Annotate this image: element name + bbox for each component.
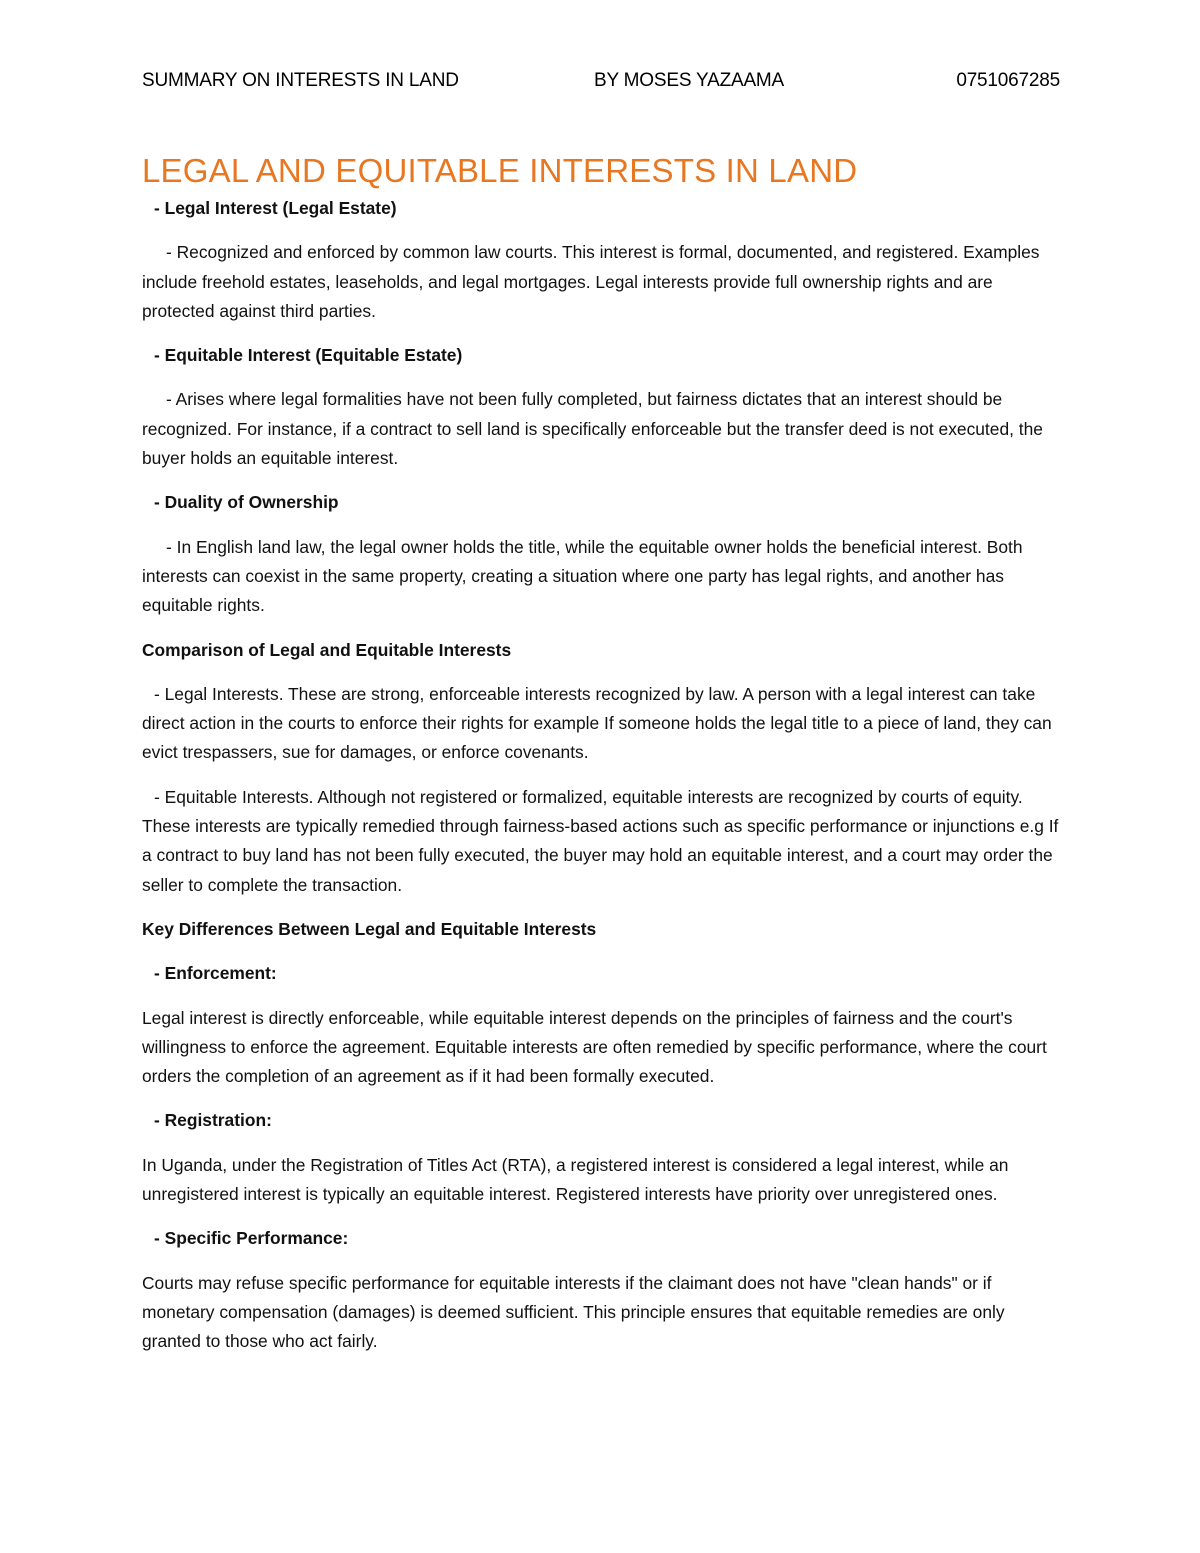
duality-paragraph: - In English land law, the legal owner holds the title, while the equitable owner holds the beneficial interest. Both interests can coexist in the same property, creating a situation where one party has legal rights, and another has equitable rights.	[142, 536, 1023, 616]
legal-interest-paragraph: - Recognized and enforced by common law courts. This interest is formal, documented, and registered. Examples include freehold estates, leaseholds, and legal mortgages. Legal interests provide full ownership rights and are protected against third parties.	[142, 242, 1040, 321]
specific-performance-heading: - Specific Performance:	[154, 1228, 349, 1249]
comparison-heading: Comparison of Legal and Equitable Interests	[142, 639, 512, 660]
header-title: SUMMARY ON INTERESTS IN LAND	[142, 70, 459, 91]
page-header	[142, 70, 1060, 98]
comparison-legal-paragraph: - Legal Interests. These are strong, enforceable interests recognized by law. A person with a legal interest can take direct action in the courts to enforce their rights for example If someone holds the legal title to a piece of land, they can evict trespassers, sue for damages, or enforce covenants.	[142, 683, 1052, 763]
header-author: BY MOSES YAZAAMA	[594, 70, 785, 91]
header-phone: 0751067285	[956, 70, 1060, 91]
comparison-equitable-paragraph: - Equitable Interests. Although not registered or formalized, equitable interests are recognized by courts of equity. These interests are typically remedied through fairness-based actions such as specific performance or injunctions e.g If a contract to buy land has not been fully executed, the buyer may hold an equitable interest, and a court may order the seller to complete the transaction.	[142, 786, 1059, 895]
enforcement-paragraph: Legal interest is directly enforceable, while equitable interest depends on the principles of fairness and the court's willingness to enforce the agreement. Equitable interests are often remedied by specific performance, where the court orders the completion of an agreement as if it had been formally executed.	[142, 1007, 1047, 1087]
equitable-interest-paragraph: - Arises where legal formalities have not been fully completed, but fairness dictates that an interest should be recognized. For instance, if a contract to sell land is specifically enforceable but the transfer deed is not executed, the buyer holds an equitable interest.	[142, 389, 1043, 469]
document-title: LEGAL AND EQUITABLE INTERESTS IN LAND	[142, 152, 858, 189]
equitable-interest-heading: - Equitable Interest (Equitable Estate)	[154, 345, 463, 366]
enforcement-heading: - Enforcement:	[154, 963, 277, 984]
legal-interest-heading: - Legal Interest (Legal Estate)	[154, 198, 397, 218]
document-body	[142, 194, 1060, 1372]
registration-paragraph: In Uganda, under the Registration of Titles Act (RTA), a registered interest is considered a legal interest, while an unregistered interest is typically an equitable interest. Registered interests have priority over unregistered ones.	[142, 1154, 1009, 1205]
differences-heading: Key Differences Between Legal and Equitable Interests	[142, 918, 597, 939]
specific-performance-paragraph: Courts may refuse specific performance for equitable interests if the claimant does not have "clean hands" or if monetary compensation (damages) is deemed sufficient. This principle ensures that equitable remedies are only granted to those who act fairly.	[142, 1272, 1005, 1352]
registration-heading: - Registration:	[154, 1110, 272, 1131]
duality-heading: - Duality of Ownership	[154, 492, 339, 513]
